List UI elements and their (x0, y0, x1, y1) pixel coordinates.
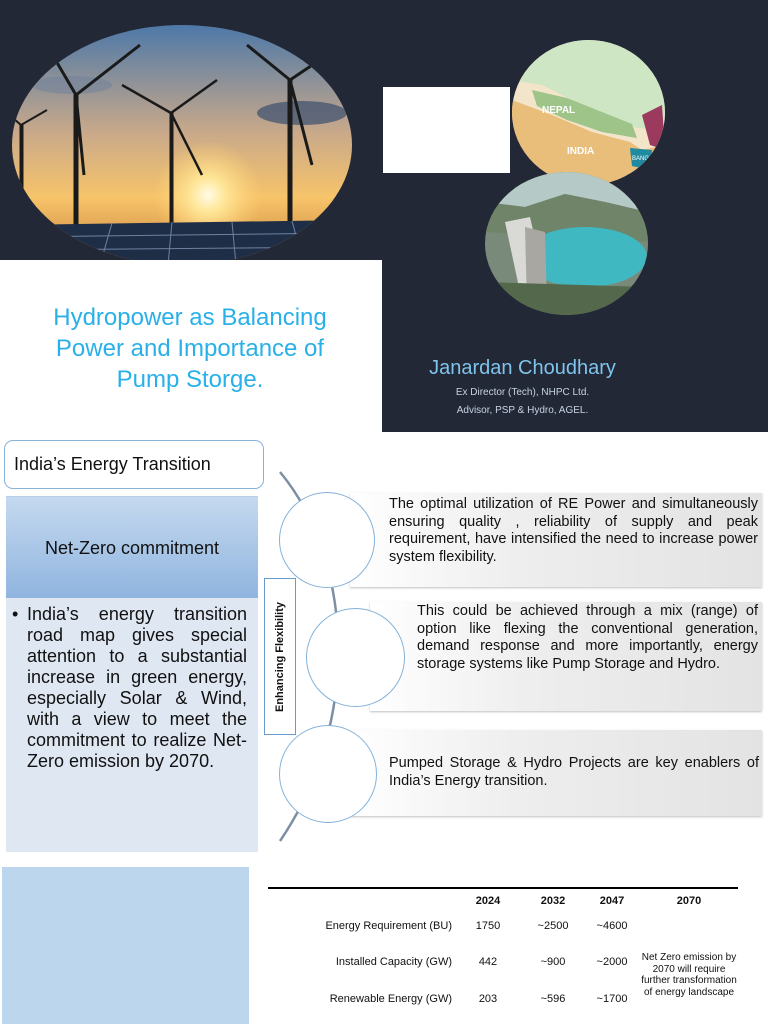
point-circle-3 (279, 725, 377, 823)
author-role-2: Advisor, PSP & Hydro, AGEL. (456, 405, 589, 416)
cell-energy-2032: ~2500 (537, 920, 569, 932)
cell-capacity-2047: ~2000 (596, 956, 628, 968)
row-label-renewable: Renewable Energy (GW) (329, 993, 452, 1005)
enhancing-flexibility-label: Enhancing Flexibility (274, 601, 286, 712)
title-line-1: Hydropower as Balancing (53, 304, 327, 331)
point-text-1: The optimal utilization of RE Power and simultaneously ensuring quality , reliability of supply and peak requirement, have intensified the need to increase power system flexibility. (389, 496, 758, 565)
map-label-india: INDIA (567, 146, 595, 157)
title-line-3: Pump Storge. (116, 366, 264, 393)
bullet-text: India’s energy transition road map gives special attention to a substantial increase in green energy, especially Solar & Wind, with a view to meet the commitment to realize Net-Zero emission by 2070. (27, 604, 247, 771)
cell-capacity-2032: ~900 (540, 956, 566, 968)
blue-side-panel (2, 867, 249, 1024)
col-header-2070: 2070 (676, 895, 702, 907)
map-label-nepal: NEPAL (542, 105, 576, 116)
nepal-india-map (512, 40, 665, 185)
cell-energy-2024: 1750 (475, 920, 501, 932)
wind-solar-photo (12, 25, 352, 265)
row-label-energy: Energy Requirement (BU) (325, 920, 452, 932)
point-text-2: This could be achieved through a mix (range) of option like flexing the conventional generation, demand response and more importantly, energy storage systems like Pump Storage and Hydro. (417, 603, 758, 672)
col-header-2032: 2032 (540, 895, 566, 907)
cell-renewable-2032: ~596 (540, 993, 566, 1005)
cell-energy-2047: ~4600 (596, 920, 628, 932)
col-header-2024: 2024 (475, 895, 501, 907)
col-header-2047: 2047 (599, 895, 625, 907)
cell-renewable-2047: ~1700 (596, 993, 628, 1005)
slide-title (10, 302, 370, 395)
note-2070: Net Zero emission by 2070 will require further transformation of energy landscape (641, 952, 737, 998)
blank-box (383, 87, 510, 173)
enhancing-flexibility-box (264, 578, 296, 735)
table-top-rule (268, 887, 738, 889)
row-label-capacity: Installed Capacity (GW) (335, 956, 452, 968)
section-heading: India’s Energy Transition (4, 440, 264, 489)
title-line-2: Power and Importance of (55, 335, 325, 362)
reservoir-photo (485, 172, 648, 315)
point-circle-1 (279, 492, 375, 588)
cell-renewable-2024: 203 (478, 993, 498, 1005)
point-circle-2 (306, 608, 405, 707)
bullet-marker: • (12, 604, 19, 624)
net-zero-heading: Net-Zero commitment (6, 496, 258, 599)
map-label-bangla: BANGLA (632, 156, 657, 162)
author-name: Janardan Choudhary (429, 357, 616, 379)
author-role-1: Ex Director (Tech), NHPC Ltd. (455, 387, 590, 398)
point-text-3: Pumped Storage & Hydro Projects are key enablers of India’s Energy transition. (389, 755, 759, 789)
cell-capacity-2024: 442 (478, 956, 498, 968)
